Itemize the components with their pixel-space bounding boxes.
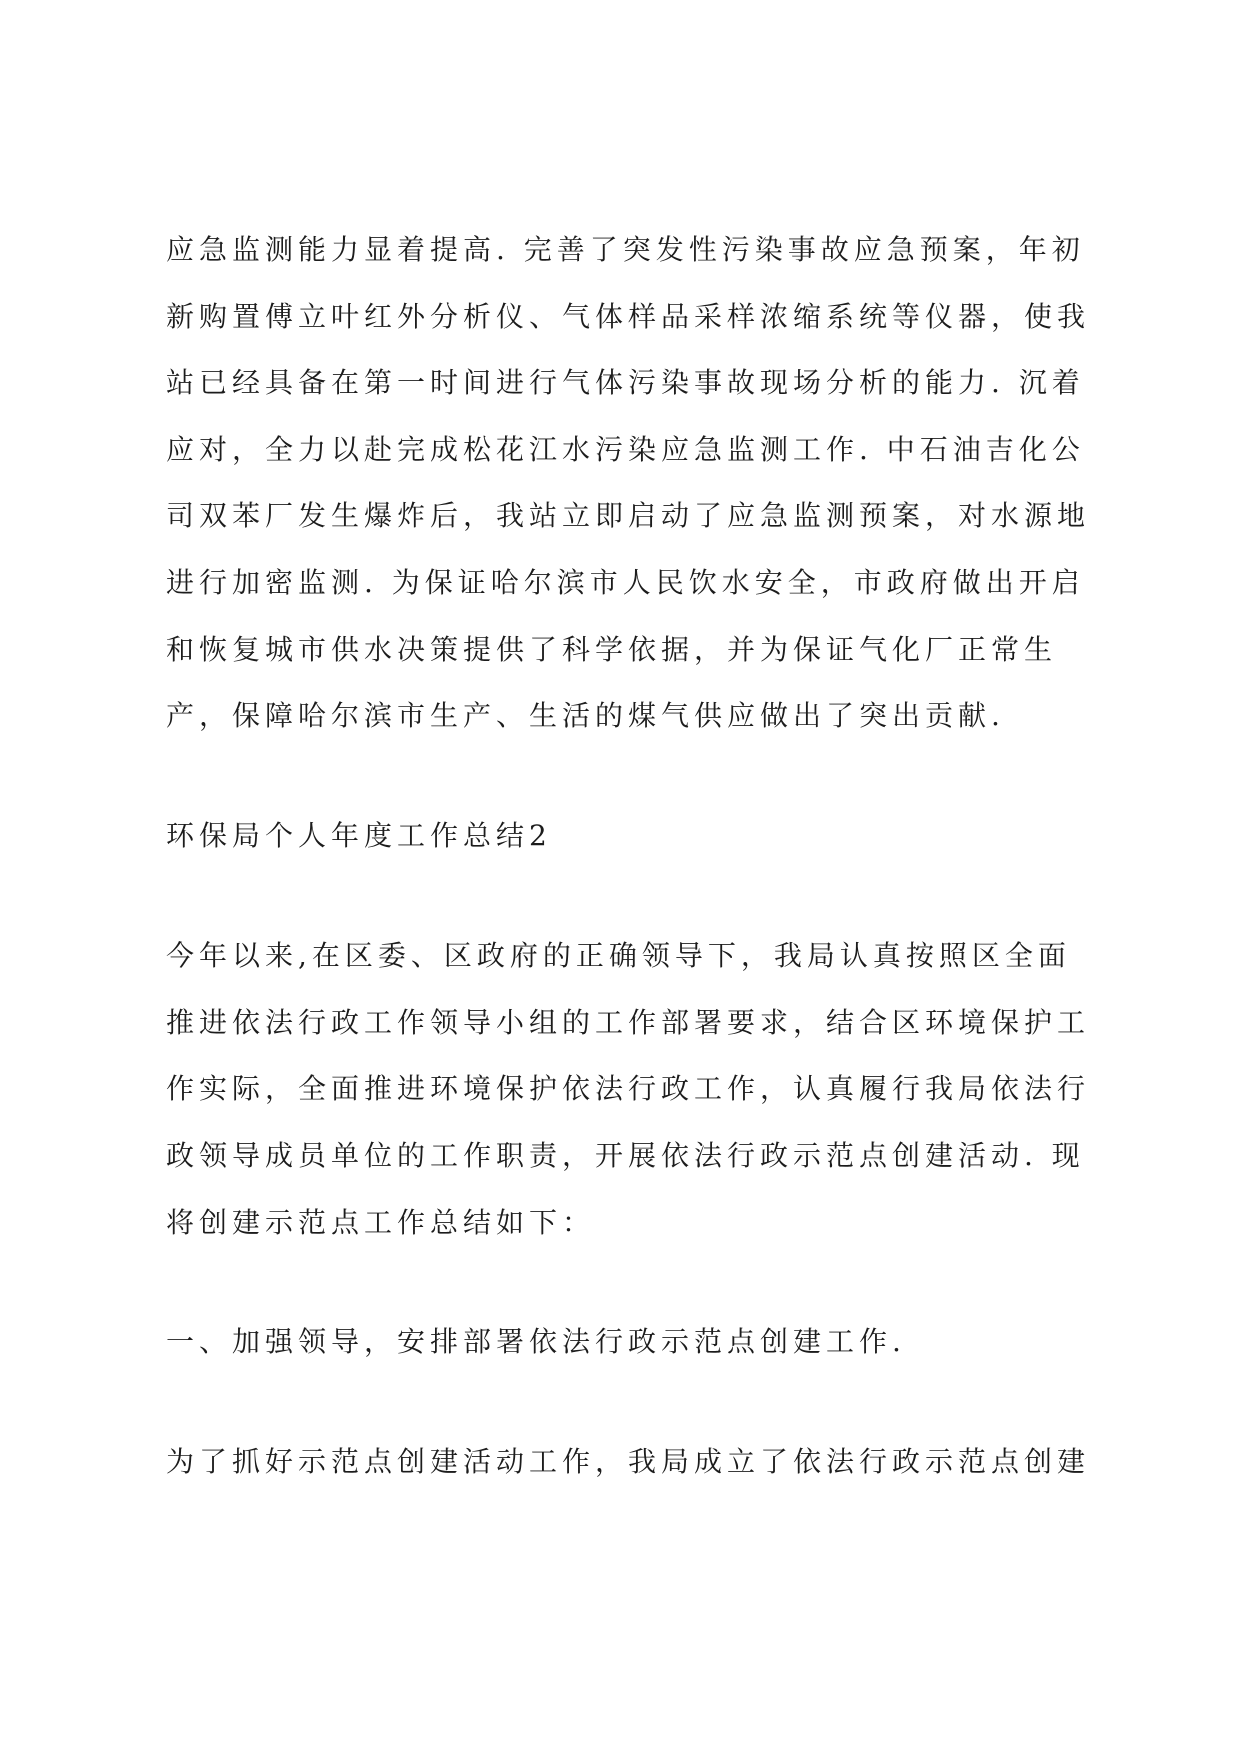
document-body (166, 217, 1096, 1549)
heading-text: 环保局个人年度工作总结2 (166, 819, 552, 853)
heading-text: 一、加强领导，安排部署依法行政示范点创建工作. (166, 1325, 906, 1359)
paragraph-line: 应急监测能力显着提高. 完善了突发性污染事故应急预案，年初 (166, 233, 1085, 266)
paragraph-introduction (166, 923, 1096, 1256)
paragraph-demonstration-site (166, 1429, 1096, 1496)
paragraph-line: 应对，全力以赴完成松花江水污染应急监测工作. 中石油吉化公 (166, 432, 1085, 466)
paragraph-line: 推进依法行政工作领导小组的工作部署要求，结合区环境保护工 (166, 1005, 1091, 1039)
section-title (166, 803, 1096, 870)
paragraph-line: 进行加密监测. 为保证哈尔滨市人民饮水安全，市政府做出开启 (166, 565, 1085, 599)
paragraph-line: 政领导成员单位的工作职责，开展依法行政示范点创建活动. 现 (166, 1138, 1085, 1172)
paragraph-line: 作实际，全面推进环境保护依法行政工作，认真履行我局依法行 (166, 1072, 1091, 1106)
paragraph-line: 和恢复城市供水决策提供了科学依据，并为保证气化厂正常生 (166, 632, 1058, 666)
paragraph-line: 站已经具备在第一时间进行气体污染事故现场分析的能力. 沉着 (166, 366, 1085, 400)
paragraph-line: 新购置傅立叶红外分析仪、气体样品采样浓缩系统等仪器，使我 (166, 299, 1091, 333)
paragraph-line: 司双苯厂发生爆炸后，我站立即启动了应急监测预案，对水源地 (166, 499, 1091, 533)
paragraph-line: 产，保障哈尔滨市生产、生活的煤气供应做出了突出贡献. (166, 699, 1005, 733)
paragraph-line: 为了抓好示范点创建活动工作，我局成立了依法行政示范点创建 (166, 1445, 1091, 1479)
paragraph-line: 今年以来,在区委、区政府的正确领导下，我局认真按照区全面 (166, 939, 1071, 973)
subsection-heading (166, 1309, 1096, 1376)
paragraph-emergency-monitoring (166, 217, 1096, 750)
paragraph-line: 将创建示范点工作总结如下： (166, 1205, 596, 1239)
